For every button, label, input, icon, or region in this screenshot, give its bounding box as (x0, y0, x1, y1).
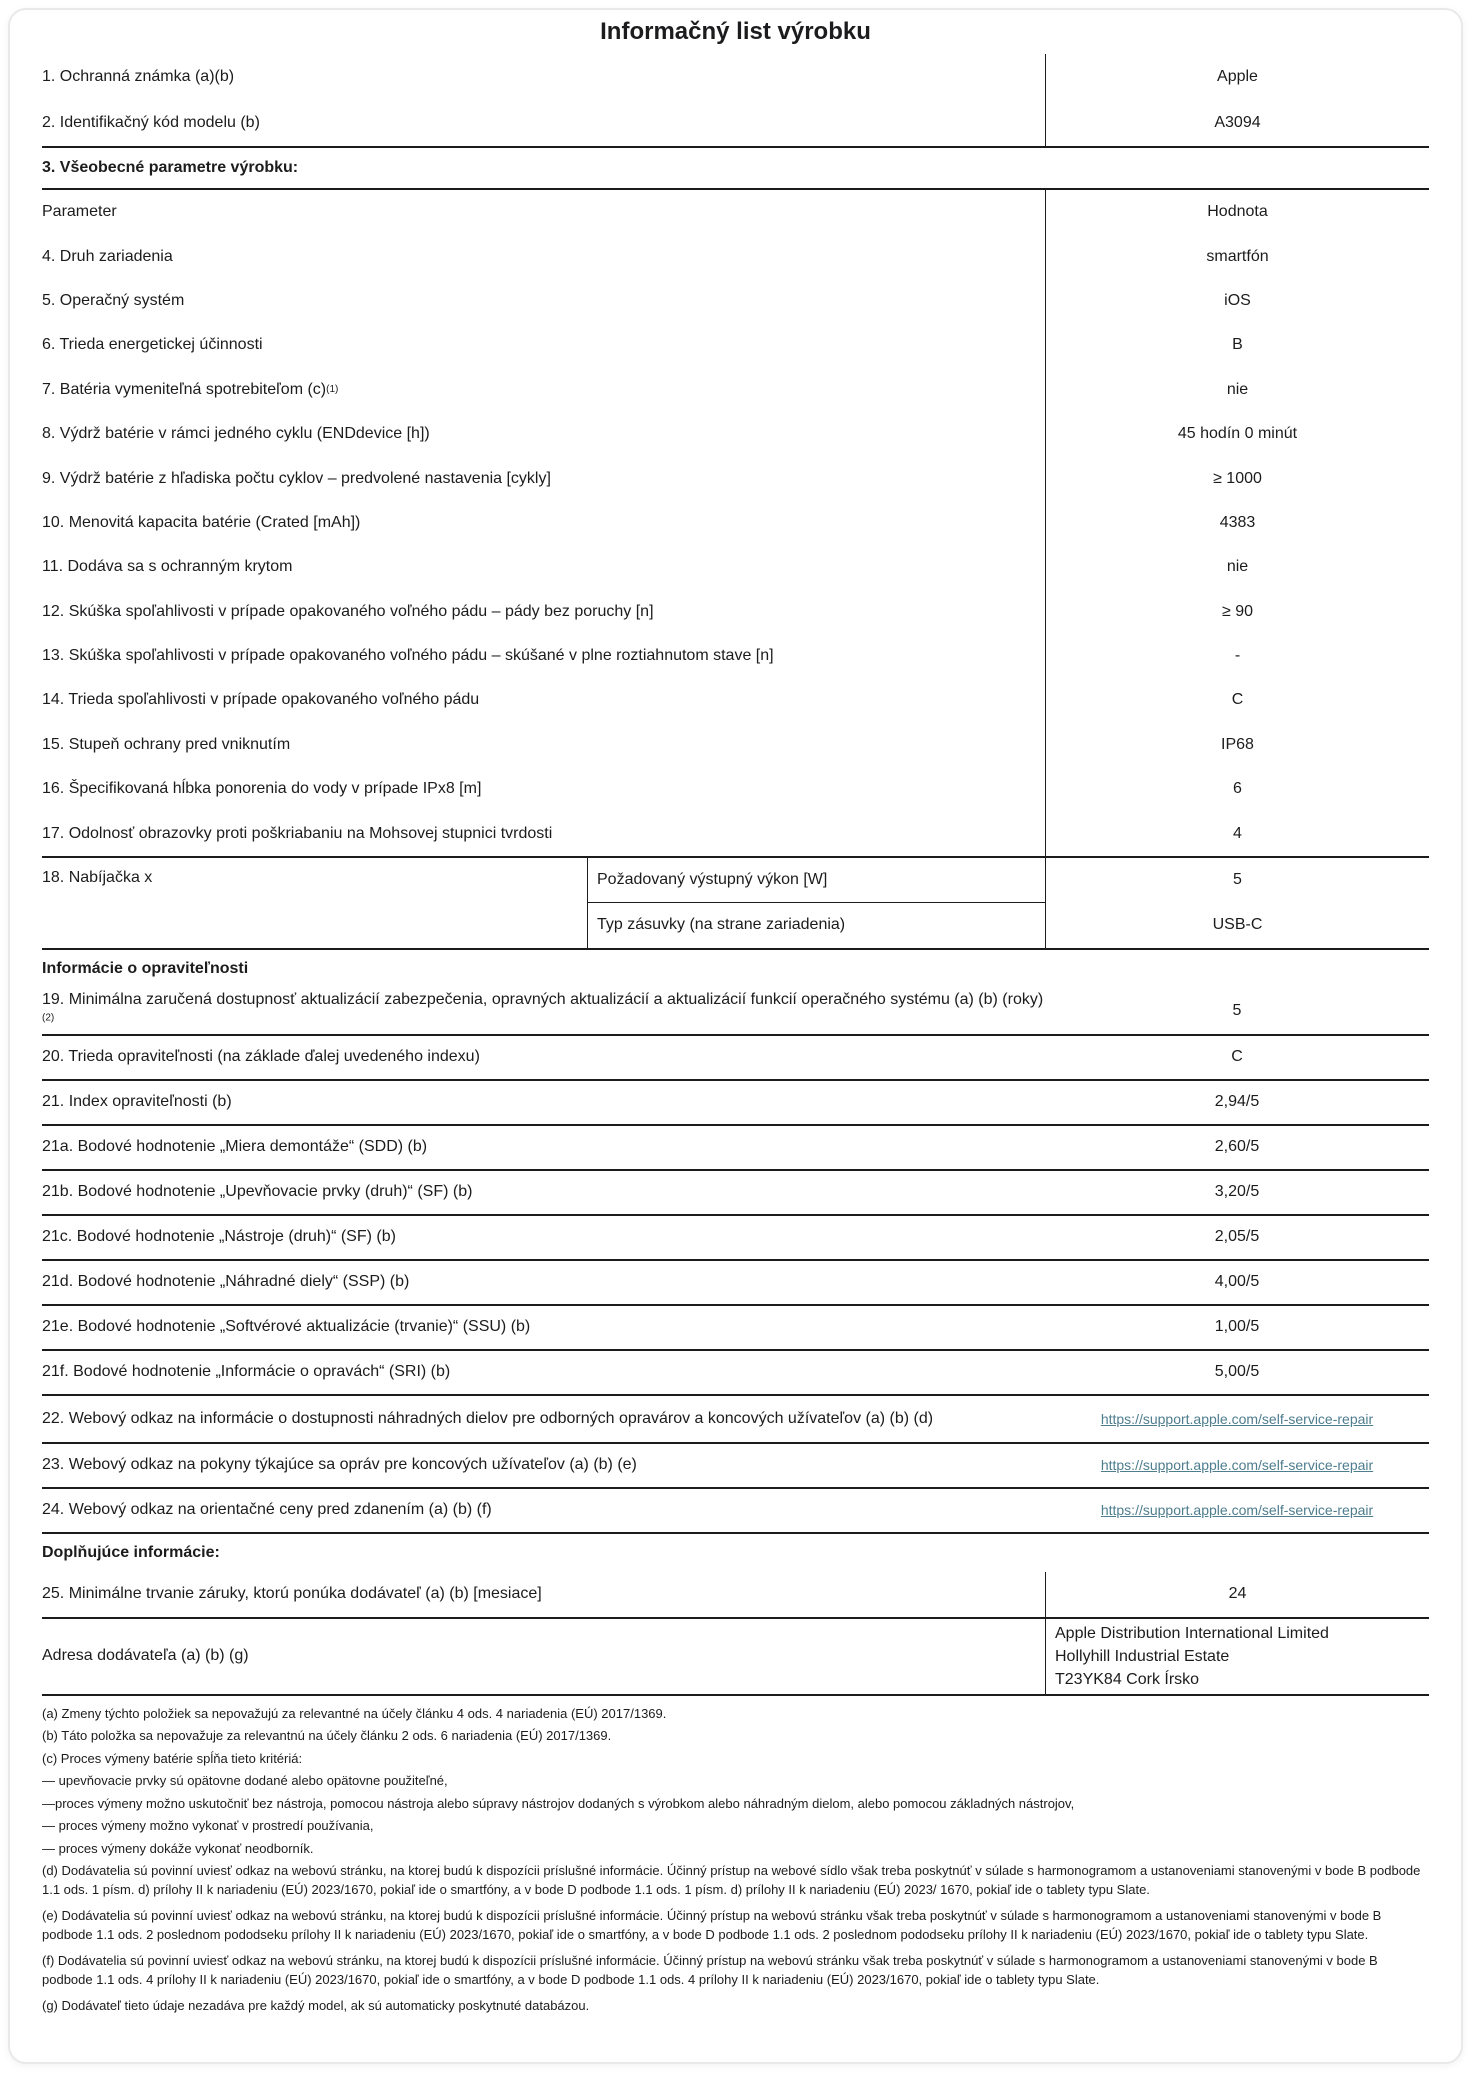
table-row (42, 1306, 1429, 1351)
row-label: 8. Výdrž batérie v rámci jedného cyklu (ENDdevice [h]) (42, 425, 430, 443)
row-value: 5 (1232, 1001, 1242, 1019)
row-label: 2. Identifikačný kód modelu (b) (42, 114, 260, 131)
row-label: 7. Batéria vymeniteľná spotrebiteľom (c) (1) (42, 380, 339, 398)
footnote: — upevňovacie prvky sú opätovne dodané alebo opätovne použiteľné, (42, 1773, 448, 1789)
table-row (42, 501, 1429, 545)
row-label: 20. Trieda opraviteľnosti (na základe ďalej uvedeného indexu) (42, 1048, 480, 1066)
row-value: nie (1045, 545, 1429, 589)
table-row (42, 678, 1429, 722)
row-value: 2,05/5 (1214, 1228, 1260, 1246)
footnote: (f) Dodávatelia sú povinní uviesť odkaz na webovú stránku, na ktorej budú k dispozícii príslušné informácie. Účinný prístup na webovú stránku však treba poskytnúť v súlade s harmonogramom a ustanoveniami stanovenými v bode B podbode 1.1 ods. 4 prílohy II k nariadeniu (EÚ) 2023/1670, pokiaľ ide o smartfóny, a v bode D podbode 1.1 ods. 4 prílohy II k nariadeniu (EÚ) 2023/1670, pokiaľ ide o tablety typu Slate. (42, 1953, 1378, 1987)
row-value: IP68 (1045, 723, 1429, 767)
row-label: 1. Ochranná známka (a)(b) (42, 68, 235, 85)
row-value: smartfón (1045, 234, 1429, 278)
row-value: 1,00/5 (1214, 1318, 1260, 1336)
table-header-row (42, 190, 1429, 234)
footnote: (b) Táto položka sa nepovažuje za relevantnú na účely článku 2 ods. 6 nariadenia (EÚ) 2017/1369. (42, 1728, 612, 1744)
table-row (42, 1216, 1429, 1261)
charger-sub-label: Požadovaný výstupný výkon [W] (587, 858, 1045, 903)
row-value: 3,20/5 (1214, 1183, 1260, 1201)
table-row (42, 634, 1429, 678)
row-value: 2,60/5 (1214, 1138, 1260, 1156)
table-row (42, 368, 1429, 412)
row-value: 4383 (1045, 501, 1429, 545)
parameters-block (42, 190, 1429, 858)
table-row (42, 54, 1429, 100)
footnotes (42, 1696, 1429, 2016)
row-label: 17. Odolnosť obrazovky proti poškriabaniu na Mohsovej stupnici tvrdosti (42, 824, 553, 842)
charger-sub-value: USB-C (1045, 903, 1429, 948)
table-row (42, 323, 1429, 367)
supplier-address-label: Adresa dodávateľa (a) (b) (g) (42, 1647, 249, 1665)
footnote: (a) Zmeny týchto položiek sa nepovažujú za relevantné na účely článku 4 ods. 4 nariadenia (EÚ) 2017/1369. (42, 1705, 667, 1721)
footnote: —proces výmeny možno uskutočniť bez nástroja, pomocou nástroja alebo súpravy nástrojov dodaných s výrobkom alebo náhradným dielom, alebo pomocou základných nástrojov, (42, 1795, 1075, 1811)
table-row (42, 767, 1429, 811)
row-value (1045, 1489, 1429, 1532)
supplier-address-value (1045, 1619, 1429, 1694)
row-label-text: 7. Batéria vymeniteľná spotrebiteľom (c) (42, 380, 327, 398)
link-row (42, 1396, 1429, 1444)
row-label: 14. Trieda spoľahlivosti v prípade opakovaného voľného pádu (42, 691, 480, 709)
row-label: 21c. Bodové hodnotenie „Nástroje (druh)“ (SF) (b) (42, 1228, 396, 1246)
table-row (42, 1261, 1429, 1306)
identification-block (42, 54, 1429, 148)
section-header-general: 3. Všeobecné parametre výrobku: (42, 148, 1429, 190)
row-value: 24 (1045, 1572, 1429, 1619)
product-sheet (8, 8, 1463, 2064)
warranty-supplier-block (42, 1572, 1429, 1696)
address-line: Hollyhill Industrial Estate (1055, 1647, 1230, 1665)
row-value: 4,00/5 (1214, 1273, 1260, 1291)
footnote: (e) Dodávatelia sú povinní uviesť odkaz na webovú stránku, na ktorej budú k dispozícii príslušné informácie. Účinný prístup na webovú stránku však treba poskytnúť v súlade s harmonogramom a ustanoveniami stanovenými v bode B podbode 1.1 ods. 2 poslednom pododseku prílohy II k nariadeniu (EÚ) 2023/1670, pokiaľ ide o smartfóny, a v bode D podbode 1.1 ods. 2 poslednom pododseku prílohy II k nariadeniu (EÚ) 2023/1670, pokiaľ ide o tablety typu Slate. (42, 1908, 1382, 1942)
table-row (42, 1081, 1429, 1126)
row-label: 21e. Bodové hodnotenie „Softvérové aktualizácie (trvanie)“ (SSU) (b) (42, 1318, 531, 1336)
row-label: 11. Dodáva sa s ochranným krytom (42, 558, 293, 576)
table-row-19 (42, 988, 1429, 1036)
table-row (42, 1351, 1429, 1396)
row-value: ≥ 90 (1045, 590, 1429, 634)
row-value: 45 hodín 0 minút (1045, 412, 1429, 456)
section-header-additional: Doplňujúce informácie: (42, 1543, 220, 1561)
row-value: 5,00/5 (1214, 1363, 1260, 1381)
row-value: A3094 (1045, 100, 1429, 146)
row-value: ≥ 1000 (1045, 456, 1429, 500)
row-label: 21a. Bodové hodnotenie „Miera demontáže“ (SDD) (b) (42, 1138, 428, 1156)
row-value: - (1045, 634, 1429, 678)
table-row (42, 279, 1429, 323)
charger-sub-label: Typ zásuvky (na strane zariadenia) (587, 903, 1045, 948)
repair-link[interactable]: https://support.apple.com/self-service-repair (1100, 1410, 1374, 1427)
row-value: Apple (1045, 54, 1429, 100)
table-row (42, 456, 1429, 500)
row-label: 10. Menovitá kapacita batérie (Crated [mAh]) (42, 513, 361, 531)
address-line: Apple Distribution International Limited (1055, 1624, 1329, 1642)
table-row (42, 545, 1429, 589)
row-label: 12. Skúška spoľahlivosti v prípade opakovaného voľného pádu – pády bez poruchy [n] (42, 602, 654, 620)
row-value (1045, 1444, 1429, 1487)
row-value (1045, 1396, 1429, 1442)
table-row (42, 1036, 1429, 1081)
repair-link[interactable]: https://support.apple.com/self-service-repair (1100, 1457, 1374, 1474)
row-label: 15. Stupeň ochrany pred vniknutím (42, 735, 291, 753)
row-label: 21. Index opraviteľnosti (b) (42, 1093, 232, 1111)
page-title: Informačný list výrobku (600, 18, 871, 45)
row-label: 18. Nabíjačka x (42, 868, 153, 886)
row-label-main: 19. Minimálna zaručená dostupnosť aktualizácií zabezpečenia, opravných aktualizácií a aktualizácií funkcií operačného systému (a) (b) (roky) (42, 990, 1044, 1008)
section-header-repairability: Informácie o opraviteľnosti (42, 959, 249, 977)
row-label: 9. Výdrž batérie z hľadiska počtu cyklov – predvolené nastavenia [cykly] (42, 469, 551, 487)
row-label: 21f. Bodové hodnotenie „Informácie o opravách“ (SRI) (b) (42, 1363, 451, 1381)
row-label: 21d. Bodové hodnotenie „Náhradné diely“ (SSP) (b) (42, 1273, 410, 1291)
row-value: iOS (1045, 279, 1429, 323)
table-row (42, 811, 1429, 855)
row-value: nie (1045, 368, 1429, 412)
repair-link[interactable]: https://support.apple.com/self-service-repair (1100, 1502, 1374, 1519)
row-label: 4. Druh zariadenia (42, 247, 173, 265)
row-value: B (1045, 323, 1429, 367)
charger-sub-value: 5 (1045, 858, 1429, 903)
footnote-marker: (2) (42, 1012, 55, 1024)
table-row (42, 234, 1429, 278)
footnote: (c) Proces výmeny batérie spĺňa tieto kritériá: (42, 1750, 303, 1766)
row-label (42, 988, 1045, 1034)
footnote: — proces výmeny dokáže vykonať neodborník. (42, 1840, 314, 1856)
row-label: 24. Webový odkaz na orientačné ceny pred zdanením (a) (b) (f) (42, 1501, 492, 1519)
row-label-text: 22. Webový odkaz na informácie o dostupnosti náhradných dielov pre odborných opravárov a koncových užívateľov (a) (b) (d) (42, 1410, 934, 1428)
table-row (42, 1171, 1429, 1216)
column-header-parameter: Parameter (42, 203, 117, 221)
row-label: 21b. Bodové hodnotenie „Upevňovacie prvky (druh)“ (SF) (b) (42, 1183, 473, 1201)
row-label: 6. Trieda energetickej účinnosti (42, 336, 263, 354)
charger-row (42, 858, 1429, 950)
row-label-text (42, 988, 1045, 1034)
table-row (42, 590, 1429, 634)
row-label: 13. Skúška spoľahlivosti v prípade opakovaného voľného pádu – skúšané v plne roztiahnutom stave [n] (42, 647, 774, 665)
table-row (42, 412, 1429, 456)
address-line: T23YK84 Cork Írsko (1055, 1670, 1200, 1688)
footnote: (d) Dodávatelia sú povinní uviesť odkaz na webovú stránku, na ktorej budú k dispozícii príslušné informácie. Účinný prístup na webové sídlo však treba poskytnúť v súlade s harmonogramom a ustanoveniami stanovenými v bode B podbode 1.1 ods. 1 písm. d) prílohy II k nariadeniu (EÚ) 2023/1670, pokiaľ ide o smartfóny, a v bode D podbode 1.1 ods. 1 písm. d) prílohy II k nariadeniu (EÚ) 2023/ 1670, pokiaľ ide o tablety typu Slate. (42, 1863, 1421, 1897)
table-row (42, 100, 1429, 146)
row-value: 4 (1045, 811, 1429, 855)
row-label: 5. Operačný systém (42, 291, 185, 309)
table-row (42, 1126, 1429, 1171)
row-label: 16. Špecifikovaná hĺbka ponorenia do vody v prípade IPx8 [m] (42, 780, 482, 798)
footnote: — proces výmeny možno vykonať v prostredí používania, (42, 1818, 374, 1834)
row-value: C (1231, 1048, 1243, 1066)
table-row (42, 723, 1429, 767)
link-row (42, 1489, 1429, 1534)
row-value: 2,94/5 (1214, 1093, 1260, 1111)
footnote: (g) Dodávateľ tieto údaje nezadáva pre každý model, ak sú automaticky poskytnuté databázou. (42, 1998, 590, 2014)
row-label: 25. Minimálne trvanie záruky, ktorú ponúka dodávateľ (a) (b) [mesiace] (42, 1572, 1045, 1619)
row-value: 6 (1045, 767, 1429, 811)
column-header-value: Hodnota (1045, 190, 1429, 234)
link-row (42, 1444, 1429, 1489)
row-label (42, 1396, 1045, 1442)
row-value: C (1045, 678, 1429, 722)
row-label: 23. Webový odkaz na pokyny týkajúce sa opráv pre koncových užívateľov (a) (b) (e) (42, 1456, 637, 1474)
